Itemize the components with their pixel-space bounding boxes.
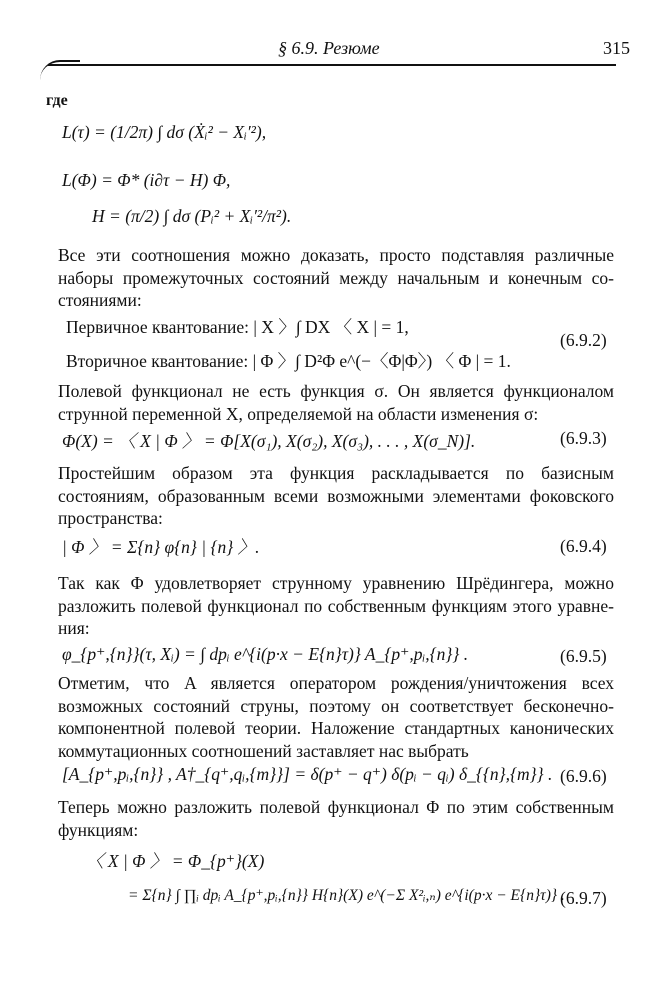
equation-6-9-7-line-2: = Σ{n} ∫ ∏ᵢ dpᵢ A_{p⁺,pᵢ,{n}} H{n}(X) e^(−Σ X²ᵢ,ₙ) e^{i(p·x − E{n}τ)} . <box>128 887 565 904</box>
paragraph-2 <box>58 380 614 425</box>
paragraph-line: струнной переменной X, определяемой на области изменения σ: <box>58 403 539 424</box>
paragraph-1 <box>58 244 614 312</box>
paragraph-line: компонентной полевой теории. Наложение стандартных канонических <box>58 718 614 738</box>
paragraph-line: функциям: <box>58 819 139 840</box>
paragraph-line: наборы промежуточных состояний между начальным и конечным со- <box>58 267 614 288</box>
paragraph-5 <box>58 672 614 762</box>
equation-L-tau: L(τ) = (1/2π) ∫ dσ (Ẋᵢ² − Xᵢ′²), <box>62 122 267 142</box>
running-title: § 6.9. Резюме <box>278 38 380 58</box>
equation-6-9-7-line-1: 〈 X | Φ 〉 = Φ_{p⁺}(X) <box>86 851 265 871</box>
paragraph-4 <box>58 572 614 640</box>
paragraph-line: коммутационных соотношений заставляет нас выбрать <box>58 740 469 761</box>
page-header <box>0 36 658 66</box>
equation-6-9-3: Φ(X) = 〈 X | Φ 〉 = Φ[X(σ₁), X(σ₂), X(σ₃), . . . , X(σ_N)]. <box>62 431 476 451</box>
equation-number-6-9-5: (6.9.5) <box>560 646 607 666</box>
equation-6-9-6: [A_{p⁺,pᵢ,{n}} , A†_{q⁺,qᵢ,{m}}] = δ(p⁺ − q⁺) δ(pᵢ − qᵢ) δ_{{n},{m}} . <box>62 764 553 784</box>
paragraph-line: возможных состояний струны, поэтому он соответствует бесконечно- <box>58 695 614 716</box>
paragraph-line: стояниями: <box>58 290 142 310</box>
page-number: 315 <box>603 38 630 58</box>
intro-word: где <box>46 92 68 109</box>
paragraph-line: Простейшим образом эта функция раскладывается по базисным <box>58 463 614 483</box>
paragraph-line: разложить полевой функционал по собственным функциям этого уравне- <box>58 595 614 616</box>
paragraph-line: Все эти соотношения можно доказать, просто подставляя различные <box>58 245 614 265</box>
equation-6-9-5: φ_{p⁺,{n}}(τ, Xᵢ) = ∫ dpᵢ e^{i(p·x − E{n}τ)} A_{p⁺,pᵢ,{n}} . <box>62 644 469 664</box>
equation-second-quantization: Вторичное квантование: | Φ 〉∫ D²Φ e^(−〈Φ|Φ〉) 〈 Φ | = 1. <box>66 351 511 371</box>
equation-number-6-9-2: (6.9.2) <box>560 330 607 350</box>
paragraph-line: Полевой функционал не есть функция σ. Он является функционалом <box>58 381 614 401</box>
equation-number-6-9-4: (6.9.4) <box>560 536 607 556</box>
paragraph-3 <box>58 462 614 530</box>
paragraph-line: Отметим, что A является оператором рождения/уничтожения всех <box>58 673 614 693</box>
paragraph-line: Так как Φ удовлетворяет струнному уравнению Шрёдингера, можно <box>58 573 614 593</box>
equation-L-phi: L(Φ) = Φ* (i∂τ − H) Φ, <box>62 170 231 190</box>
header-rule-flourish <box>40 60 80 80</box>
paragraph-line: состояниям, образованным всеми возможными элементами фоковского <box>58 485 614 506</box>
equation-number-6-9-3: (6.9.3) <box>560 428 607 448</box>
equation-H: H = (π/2) ∫ dσ (Pᵢ² + Xᵢ′²/π²). <box>92 206 292 226</box>
paragraph-6 <box>58 796 614 841</box>
paragraph-line: ния: <box>58 618 90 638</box>
header-rule <box>48 64 616 66</box>
equation-6-9-4: | Φ 〉 = Σ{n} φ{n} | {n} 〉. <box>62 537 260 557</box>
equation-first-quantization: Первичное квантование: | X 〉∫ DX 〈 X | = 1, <box>66 317 409 337</box>
equation-number-6-9-6: (6.9.6) <box>560 766 607 786</box>
paragraph-line: Теперь можно разложить полевой функционал Φ по этим собственным <box>58 797 614 817</box>
paragraph-line: пространства: <box>58 508 163 528</box>
equation-number-6-9-7: (6.9.7) <box>560 888 607 908</box>
